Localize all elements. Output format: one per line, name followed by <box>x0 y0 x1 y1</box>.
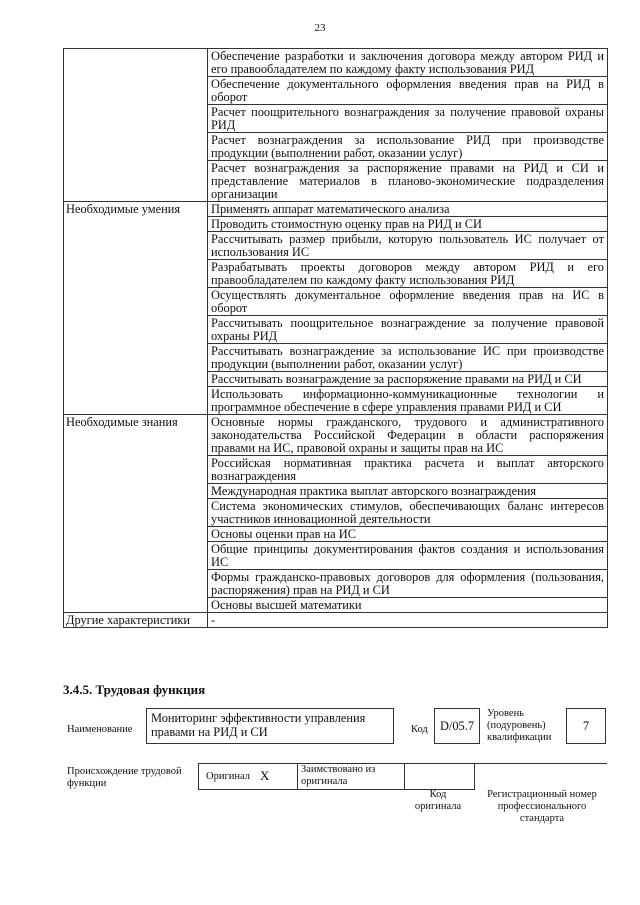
row-item: Формы гражданско-правовых договоров для оформления (пользования, распоряжения) прав на РИД и СИ <box>208 570 608 598</box>
table-row <box>64 133 608 161</box>
table-row <box>64 344 608 372</box>
row-item: Осуществлять документальное оформление введения прав на ИС в оборот <box>208 288 608 316</box>
row-item: Обеспечение документального оформления введения прав на РИД в оборот <box>208 77 608 105</box>
row-item: Рассчитывать размер прибыли, которую пользователь ИС получает от использования ИС <box>208 232 608 260</box>
row-item: Российская нормативная практика расчета и выплат авторского вознаграждения <box>208 456 608 484</box>
row-label <box>64 288 208 316</box>
row-label <box>64 484 208 499</box>
table-row <box>64 105 608 133</box>
code-field: D/05.7 <box>434 708 480 744</box>
row-label: Необходимые знания <box>64 415 208 456</box>
table-row <box>64 217 608 232</box>
row-label: Необходимые умения <box>64 202 208 217</box>
table-row <box>64 415 608 456</box>
row-item: Проводить стоимостную оценку прав на РИД и СИ <box>208 217 608 232</box>
row-label <box>64 598 208 613</box>
row-label <box>64 105 208 133</box>
row-item: Система экономических стимулов, обеспечивающих баланс интересов участников инновационной деятельности <box>208 499 608 527</box>
row-label <box>64 527 208 542</box>
row-item: Основы оценки прав на ИС <box>208 527 608 542</box>
original-label: Оригинал <box>206 771 250 782</box>
name-label: Наименование <box>67 724 133 735</box>
borrowed-label: Заимствовано из оригинала <box>301 764 376 787</box>
table-row <box>64 260 608 288</box>
requirements-table <box>63 48 608 628</box>
table-row <box>64 372 608 387</box>
table-row <box>64 161 608 202</box>
reg-number-caption: Регистрационный номер профессионального стандарта <box>487 789 597 824</box>
row-label <box>64 49 208 77</box>
row-item: Основы высшей математики <box>208 598 608 613</box>
table-row <box>64 387 608 415</box>
row-label <box>64 232 208 260</box>
row-label <box>64 570 208 598</box>
row-item: Применять аппарат математического анализа <box>208 202 608 217</box>
row-item: Основные нормы гражданского, трудового и административного законодательства Российской Федерации в области распоряжения правами на ИС, правовой охраны и защиты прав на ИС <box>208 415 608 456</box>
table-row <box>64 499 608 527</box>
row-label <box>64 456 208 484</box>
level-field: 7 <box>566 708 606 744</box>
table-row <box>64 598 608 613</box>
row-item: Расчет вознаграждения за распоряжение правами на РИД и СИ и представление материалов в планово-экономические подразделения организации <box>208 161 608 202</box>
row-item: Рассчитывать вознаграждение за использование ИС при производстве продукции (выполнении работ, оказании услуг) <box>208 344 608 372</box>
function-name-field: Мониторинг эффективности управления правами на РИД и СИ <box>146 708 394 744</box>
row-label <box>64 133 208 161</box>
table-row <box>64 527 608 542</box>
row-item: Расчет вознаграждения за использование РИД при производстве продукции (выполнении работ, оказании услуг) <box>208 133 608 161</box>
original-mark: Х <box>260 768 270 783</box>
table-row <box>64 232 608 260</box>
table-row <box>64 316 608 344</box>
table-row <box>64 49 608 77</box>
row-label <box>64 316 208 344</box>
row-label <box>64 387 208 415</box>
row-label <box>64 260 208 288</box>
origin-divider-2 <box>404 763 405 789</box>
table-row <box>64 613 608 628</box>
table-row <box>64 77 608 105</box>
row-item: Рассчитывать вознаграждение за распоряжение правами на РИД и СИ <box>208 372 608 387</box>
row-label <box>64 344 208 372</box>
code-label: Код <box>411 724 428 735</box>
table-row <box>64 456 608 484</box>
level-label: Уровень (подуровень) квалификации <box>487 708 552 743</box>
page-number: 23 <box>314 22 326 34</box>
row-item: Международная практика выплат авторского вознаграждения <box>208 484 608 499</box>
table-row <box>64 484 608 499</box>
reg-number-field <box>473 763 607 789</box>
origin-divider-1 <box>297 763 298 789</box>
row-item: - <box>208 613 608 628</box>
row-label <box>64 542 208 570</box>
row-item: Использовать информационно-коммуникационные технологии и программное обеспечение в сфере управления правами РИД и СИ <box>208 387 608 415</box>
row-label <box>64 161 208 202</box>
row-item: Разрабатывать проекты договоров между автором РИД и его правообладателем по каждому факту использования РИД <box>208 260 608 288</box>
row-label <box>64 77 208 105</box>
row-item: Обеспечение разработки и заключения договора между автором РИД и его правообладателем по каждому факту использования РИД <box>208 49 608 77</box>
table-row <box>64 288 608 316</box>
row-item: Рассчитывать поощрительное вознаграждение за получение правовой охраны РИД <box>208 316 608 344</box>
row-item: Общие принципы документирования фактов создания и использования ИС <box>208 542 608 570</box>
row-item: Расчет поощрительного вознаграждения за получение правовой охраны РИД <box>208 105 608 133</box>
section-title: 3.4.5. Трудовая функция <box>63 682 206 697</box>
origin-label: Происхождение трудовой функции <box>67 766 182 789</box>
table-row <box>64 542 608 570</box>
table-row <box>64 202 608 217</box>
row-label <box>64 372 208 387</box>
table-row <box>64 570 608 598</box>
row-label <box>64 217 208 232</box>
row-label: Другие характеристики <box>64 613 208 628</box>
row-label <box>64 499 208 527</box>
code-original-caption: Код оригинала <box>414 789 462 812</box>
